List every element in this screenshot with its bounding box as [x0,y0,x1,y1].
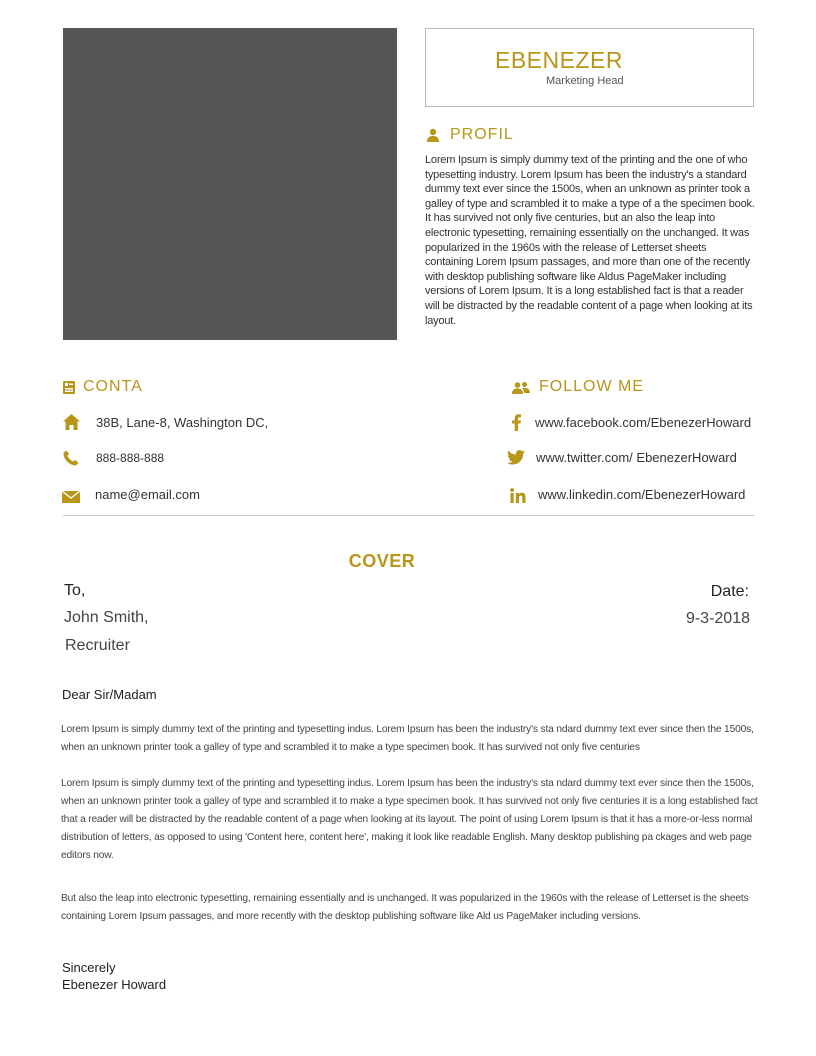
twitter-icon [506,447,526,467]
letter-paragraph-2: Lorem Ipsum is simply dummy text of the printing and typesetting indus. Lorem Ipsum has been the industry's sta ndard dummy text ever since then the 1500s, when an unknown printer took a galley of type and scrambled it to make a type specimen book. It has survived not only five centuries it is a long established fact that a reader will be distracted by the readable content of a page when looking at its layout. The point of using Lorem Ipsum is that it has a more-or-less normal distribution of letters, as opposed to using 'Content here, content here', making it look like readable English. Many desktop publishing pa ckages and web page editors now. [61,778,758,861]
social-facebook[interactable] [506,412,751,432]
section-divider [63,515,754,516]
profile-heading [426,126,514,144]
recipient-name: John Smith, [64,609,149,626]
contact-email [61,484,200,504]
user-icon [426,128,440,142]
cover-heading: COVER [348,551,416,571]
phone-icon [61,448,81,468]
contact-phone [61,448,164,468]
linkedin-icon [508,484,528,504]
facebook-icon [506,412,526,432]
email-text[interactable]: name@email.com [95,486,200,502]
date-label: Date: [710,583,749,600]
users-icon [512,381,530,394]
home-icon [61,412,81,432]
phone-text: 888-888-888 [96,451,165,465]
address-book-icon [63,381,75,394]
person-name: EBENEZER [495,47,623,73]
twitter-link[interactable]: www.twitter.com/ EbenezerHoward [536,449,737,465]
contact-heading-label: CONTA [83,378,143,395]
profile-text: Lorem Ipsum is simply dummy text of the printing and the one of who typesetting industry. Lorem Ipsum has been the industry's a standard dummy text ever since the 1500s, when an unknown as printer took a galley of type and scrambled it to make a type of a the specimen book. It has survived not only five centuries, but an also the leap into electronic typesetting, remaining essentially on the unchanged. It was popularized in the 1960s with the release of Letterset sheets containing Lorem Ipsum passages, and more than one of the recently with desktop publishing software like Aldus PageMaker including versions of Lorem Ipsum. It is a long established fact is that a reader will be distracted by the readable content of a page when looking at its layout. [425,154,755,327]
letter-paragraph-3: But also the leap into electronic typesetting, remaining essentially and is unchanged. It was popularized in the 1960s with the release of Letterset is the sheets containing Lorem Ipsum passages, and more recently with the desktop publishing software like Ald us PageMaker including versions. [61,893,749,922]
date-value: 9-3-2018 [685,610,750,627]
linkedin-link[interactable]: www.linkedin.com/EbenezerHoward [538,486,746,502]
facebook-link[interactable]: www.facebook.com/EbenezerHoward [535,414,752,430]
signature-name: Ebenezer Howard [62,977,167,992]
contact-heading [63,378,143,396]
name-box [425,28,754,107]
profile-heading-label: PROFIL [450,126,514,143]
social-linkedin[interactable] [508,484,745,504]
address-text: 38B, Lane-8, Washington DC, [96,414,269,430]
recipient-role: Recruiter [65,637,130,654]
letter-paragraph-1: Lorem Ipsum is simply dummy text of the printing and typesetting indus. Lorem Ipsum has been the industry's sta ndard dummy text ever since then the 1500s, when an unknown printer took a galley of type and scrambled it to make a type specimen book. It has survived not only five centuries [61,724,754,753]
salutation: Dear Sir/Madam [62,687,157,702]
contact-address [61,412,268,432]
follow-heading [512,378,644,396]
closing: Sincerely [62,960,116,975]
follow-heading-label: FOLLOW ME [539,378,645,395]
social-twitter[interactable] [506,447,737,467]
envelope-icon [61,484,81,504]
to-label: To, [64,582,86,599]
profile-photo [63,28,397,340]
person-title: Marketing Head [546,75,624,87]
